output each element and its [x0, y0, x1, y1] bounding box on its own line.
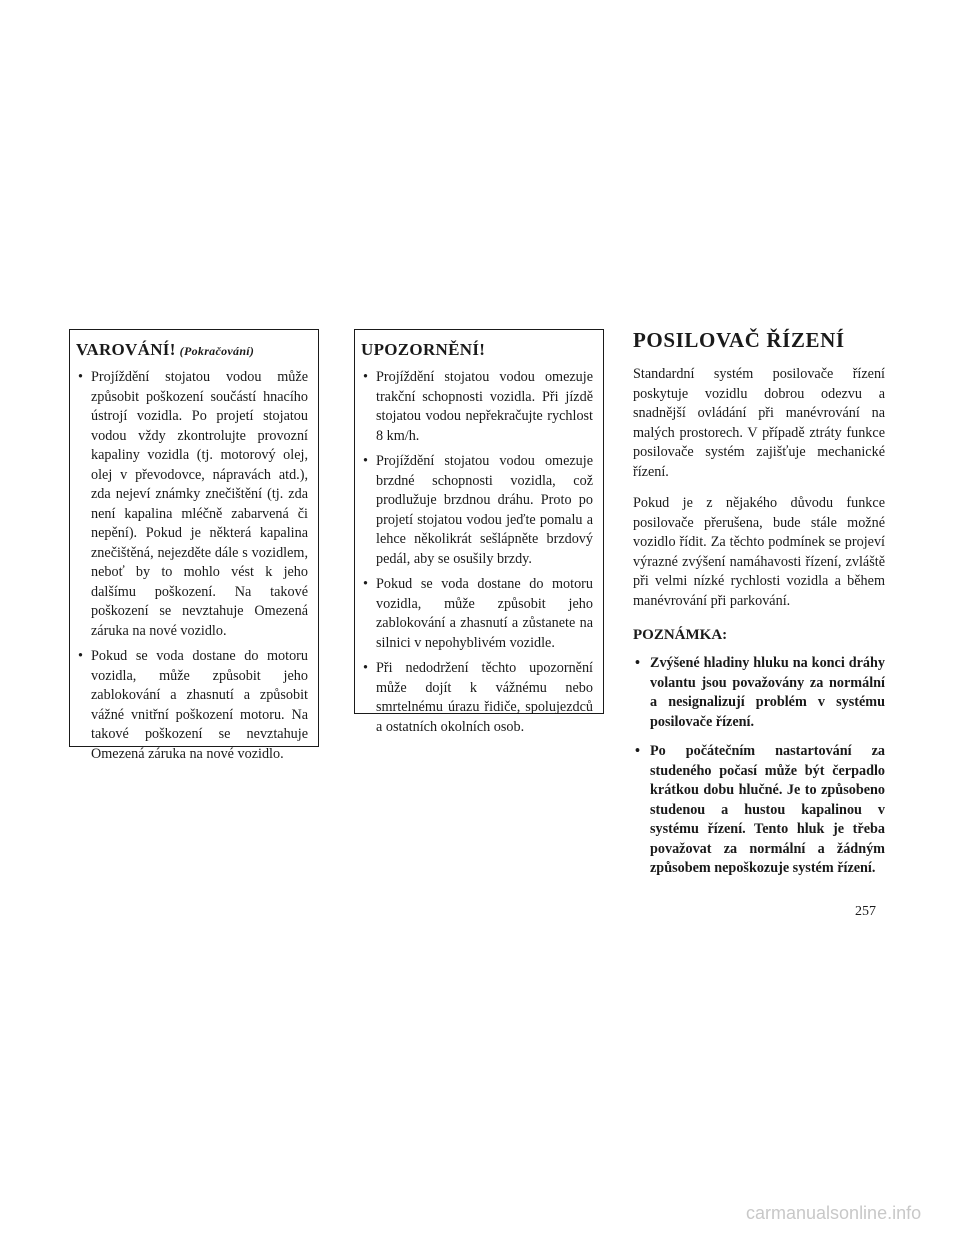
- caution-title: UPOZORNĚNÍ!: [361, 340, 486, 359]
- page-number: 257: [855, 904, 876, 919]
- note-item: • Po počátečním nastartování za studeného počasí může být čerpadlo krátkou dobu hlučné. Je to způsobeno studenou a hustou kapalinou v systému řízení. Tento hluk je třeba považovat za normální a žádným způsobem nepoškozuje systém řízení.: [633, 742, 885, 879]
- caution-heading: [361, 340, 593, 360]
- warning-heading: [76, 340, 308, 360]
- warning-continued-label: (Pokračování): [179, 344, 255, 358]
- caution-item: • Pokud se voda dostane do motoru vozidla, může způsobit jeho zablokování a zhasnutí a zůstanete na silnici v nepohyblivém vozidle.: [361, 575, 593, 653]
- section-paragraph: Standardní systém posilovače řízení poskytuje vozidlu dobrou odezvu a snadnější ovládání při manévrování na malých prostorech. V případě ztráty funkce posilovače systém zajišťuje mechanické řízení.: [633, 366, 885, 480]
- warning-title: VAROVÁNÍ!: [76, 340, 176, 359]
- warning-box: [69, 329, 319, 762]
- caution-item: • Při nedodržení těchto upozornění může dojít k vážnému nebo smrtelnému úrazu řidiče, spolujezdců a ostatních okolních osob.: [361, 659, 593, 737]
- warning-item: • Pokud se voda dostane do motoru vozidla, může způsobit jeho zablokování a zhasnutí a způsobit vážné vnitřní poškození motoru. Na takové poškození se nevztahuje Omezená záruka na nové vozidlo.: [76, 647, 308, 764]
- caution-list: [361, 368, 593, 737]
- caution-item: • Projíždění stojatou vodou omezuje trakční schopnosti vozidla. Při jízdě stojatou vodou nepřekračujte rychlost 8 km/h.: [361, 368, 593, 446]
- warning-item: • Projíždění stojatou vodou může způsobit poškození součástí hnacího ústrojí vozidla. Po projetí stojatou vodou vždy zkontrolujte provozní kapaliny vozidla (tj. motorový olej, olej v převodovce, nápravách atd.), zda nejeví známky znečištění (tj. zda není kapalina mléčně zabarvená či nepění). Pokud je některá kapalina znečištěná, nejezděte dále s vozidlem, neboť by to mohlo vést k jeho dalšímu poškození. Na takové poškození se nevztahuje Omezená záruka na nové vozidlo.: [76, 368, 308, 641]
- note-title: POZNÁMKA:: [633, 627, 728, 643]
- note-item: • Zvýšené hladiny hluku na konci dráhy volantu jsou považovány za normální a nesignalizují problém v systému posilovače řízení.: [633, 654, 885, 732]
- caution-box: [354, 329, 604, 735]
- watermark: carmanualsonline.info: [746, 1203, 922, 1223]
- power-steering-section: [633, 328, 885, 889]
- warning-list: [76, 368, 308, 764]
- caution-item: • Projíždění stojatou vodou omezuje brzdné schopnosti vozidla, což prodlužuje brzdnou dráhu. Proto po projetí stojatou vodou jeďte pomalu a lehce několikrát sešlápněte brzdový pedál, aby se osušily brzdy.: [361, 452, 593, 569]
- section-title: POSILOVAČ ŘÍZENÍ: [633, 328, 845, 352]
- note-list: [633, 654, 885, 879]
- section-paragraph: Pokud je z nějakého důvodu funkce posilovače přerušena, bude stále možné vozidlo řídit. Za těchto podmínek se projeví výrazné zvýšení namáhavosti řízení, zvláště při velmi nízké rychlosti vozidla a během manévrování při parkování.: [633, 495, 885, 609]
